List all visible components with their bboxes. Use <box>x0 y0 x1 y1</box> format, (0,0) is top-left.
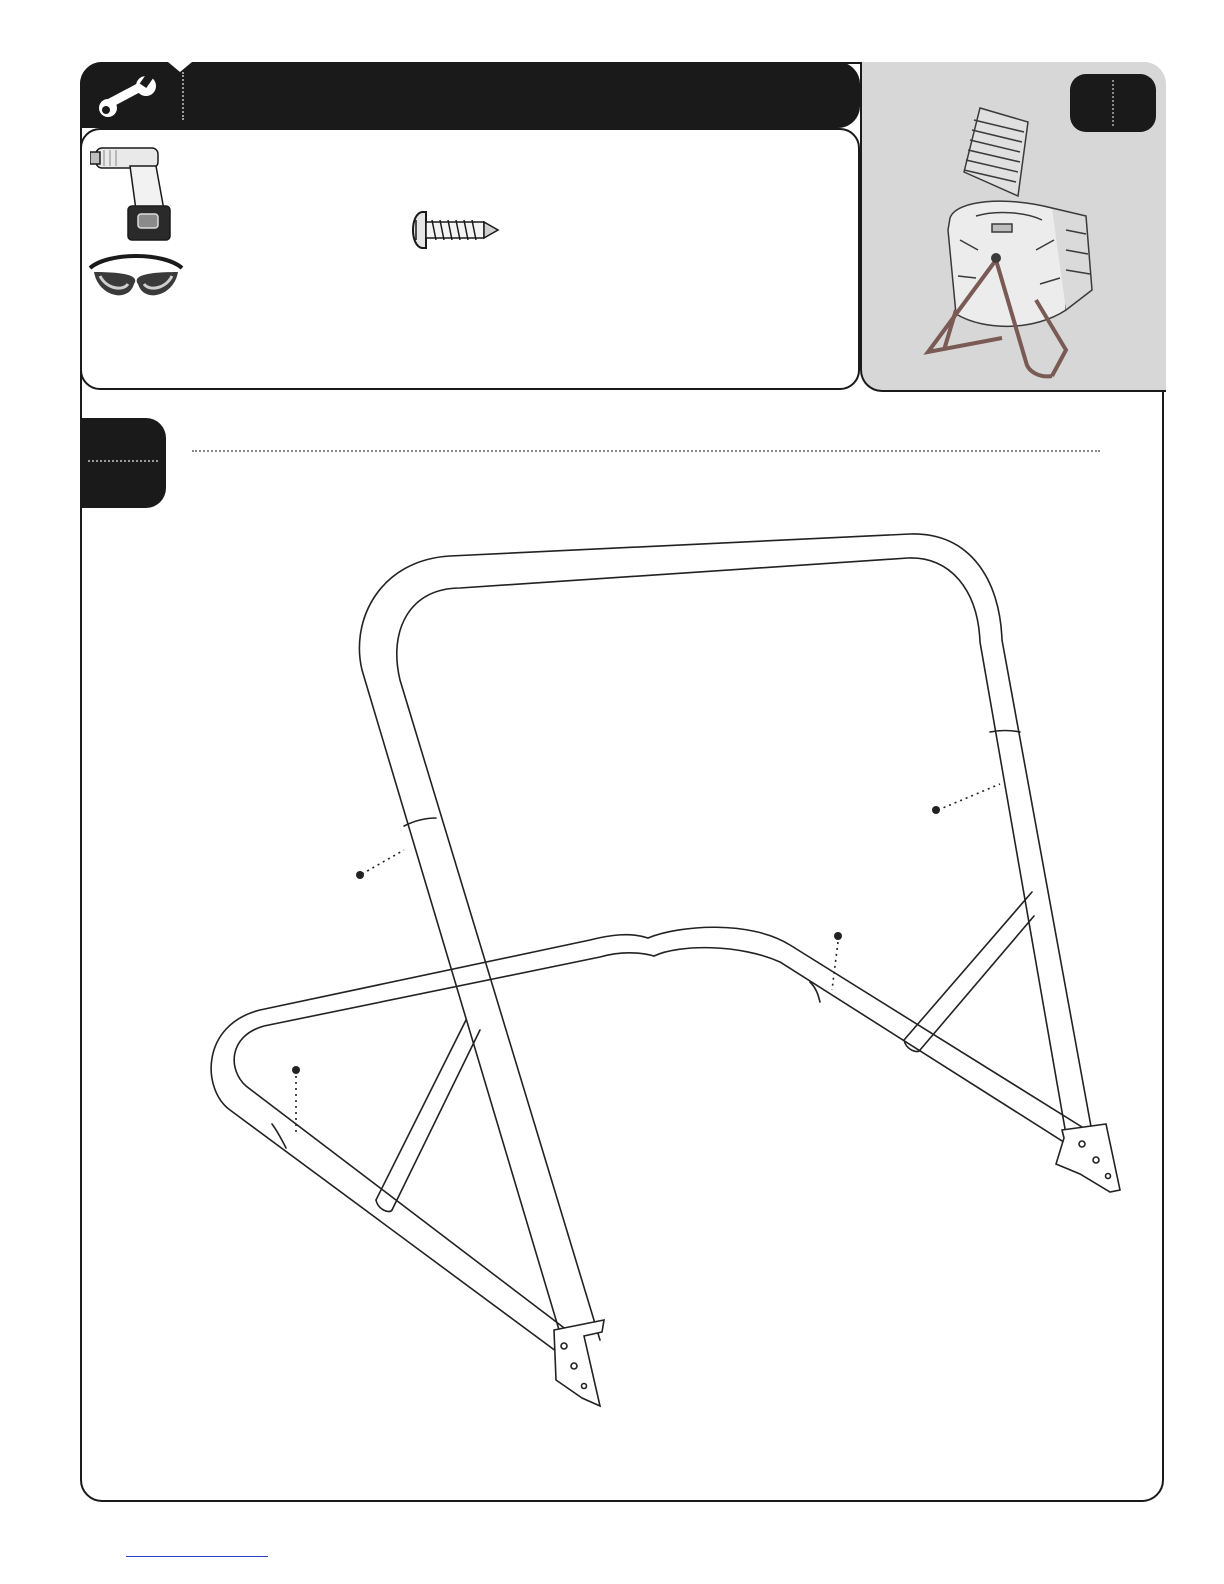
step-number <box>80 420 166 456</box>
screw-icon <box>408 208 502 252</box>
header-title <box>200 78 840 112</box>
tools-required-box <box>80 128 860 390</box>
wrench-icon <box>94 74 160 120</box>
safety-glasses-icon <box>88 250 184 306</box>
step-divider-rule <box>192 450 1100 452</box>
step-tab-divider <box>88 460 158 462</box>
footer-link[interactable] <box>126 1556 268 1557</box>
screw-right-lower <box>832 932 842 990</box>
screw-left-upper <box>356 850 404 879</box>
drill-icon <box>90 138 180 244</box>
frame-assembly-diagram <box>190 520 1140 1420</box>
header-divider <box>182 72 184 120</box>
screw-right-upper <box>932 784 1000 814</box>
composter-preview-image <box>916 100 1096 386</box>
header-notch <box>168 62 192 72</box>
